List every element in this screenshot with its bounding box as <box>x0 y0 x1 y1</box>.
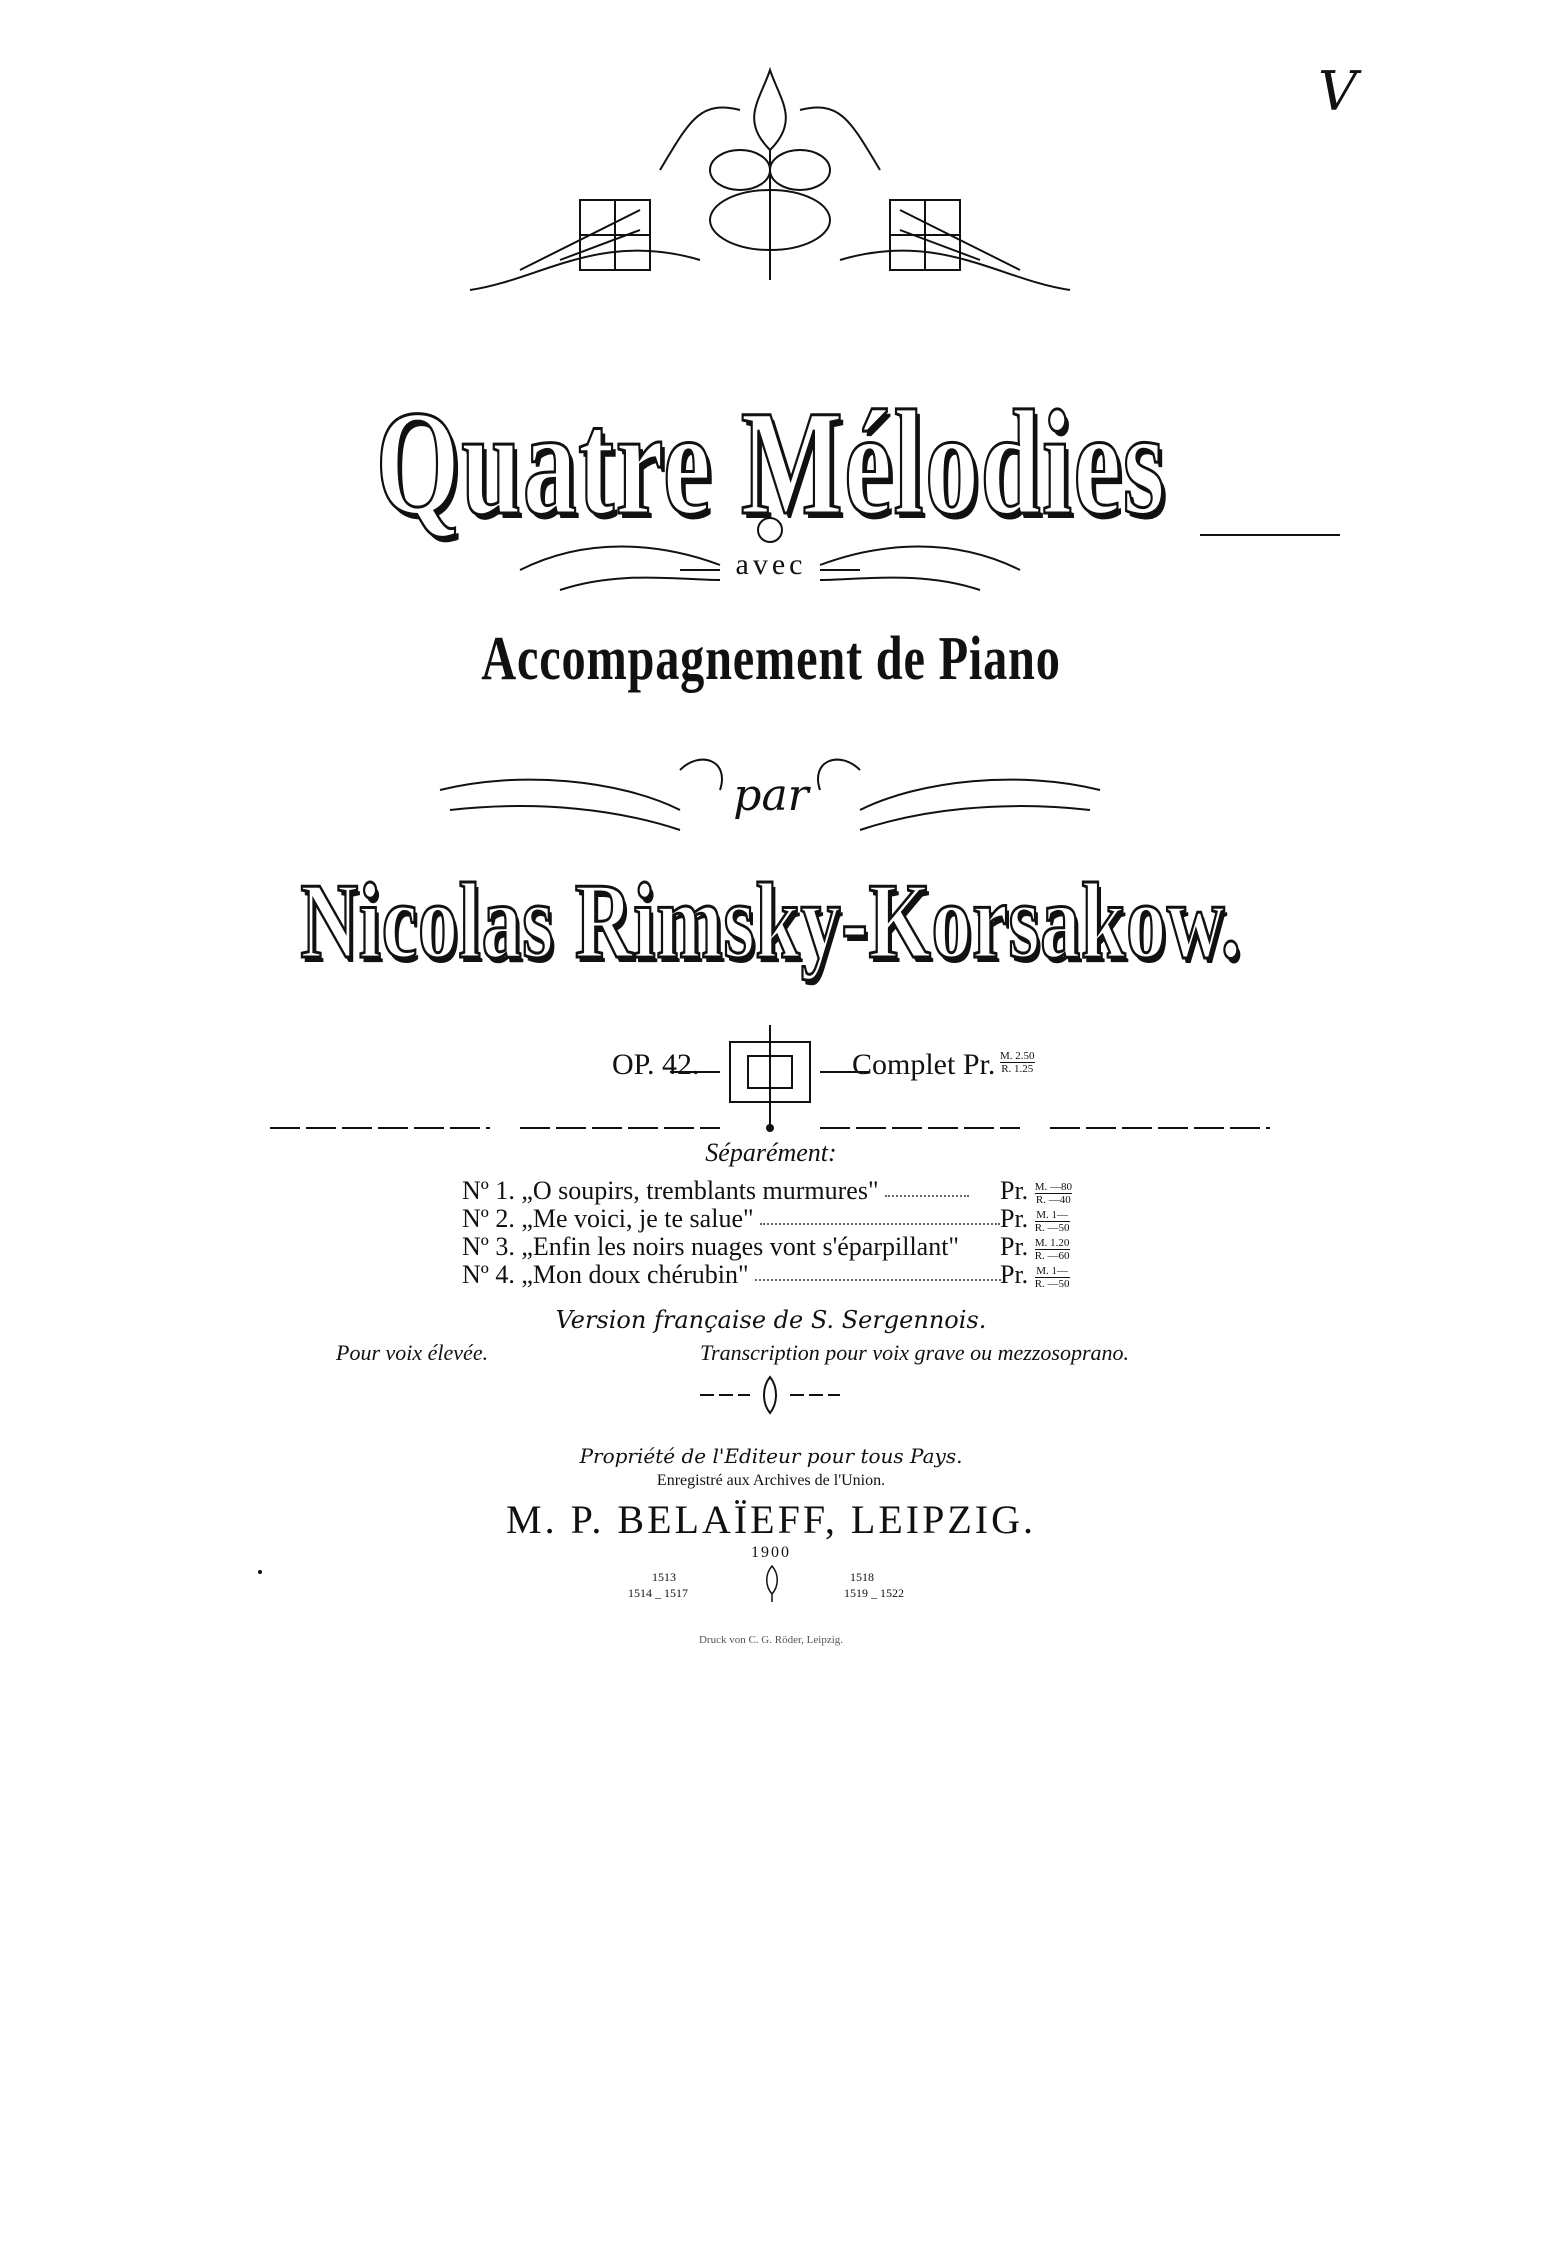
title: Quatre Mélodies <box>375 380 1167 546</box>
opus-label: OP. 42. <box>612 1048 700 1081</box>
property-notice: Propriété de l'Editeur pour tous Pays. <box>579 1444 963 1468</box>
translation-credit: Version française de S. Sergennois. <box>555 1306 987 1334</box>
song-row-4: Nº 4. „Mon doux chérubin" <box>462 1260 1005 1290</box>
plate-left-top: 1513 <box>652 1570 676 1584</box>
opus-ornament <box>660 1020 880 1130</box>
song-row-3: Nº 3. „Enfin les noirs nuages vont s'éparpillant" <box>462 1232 960 1261</box>
plate-right-top: 1518 <box>850 1570 874 1584</box>
avec-label: avec <box>735 548 807 581</box>
accompaniment-title: Accompagnement de Piano <box>481 625 1061 693</box>
song-row-1-price: Pr. $\frac{M. —80}{R. —40}$ <box>1000 1176 1072 1206</box>
complete-price: $\frac{M. 2.50}{R. 1.25}$ <box>1000 1050 1035 1075</box>
printer-credit: Druck von C. G. Röder, Leipzig. <box>698 1634 844 1646</box>
divider-line <box>270 1118 1270 1138</box>
voice-high-label: Pour voix élevée. <box>336 1340 489 1365</box>
small-ornament <box>700 1375 840 1415</box>
stray-dot <box>258 1570 262 1574</box>
year: 1900 <box>751 1544 791 1561</box>
plate-right-bottom: 1519 _ 1522 <box>844 1586 904 1600</box>
top-ornament <box>0 60 1542 320</box>
song-row-1: Nº 1. „O soupirs, tremblants murmures" <box>462 1176 969 1206</box>
par-label: par <box>733 770 809 821</box>
song-row-3-price: Pr. $\frac{M. 1.20}{R. —60}$ <box>1000 1232 1070 1262</box>
plate-ornament <box>757 1564 787 1604</box>
corner-mark: V <box>1318 60 1357 123</box>
plate-left-bottom: 1514 _ 1517 <box>628 1586 688 1600</box>
composer-name: Nicolas Rimsky-Korsakow. <box>300 862 1242 981</box>
separately-label: Séparément: <box>705 1138 837 1167</box>
song-row-2-price: Pr. $\frac{M. 1—}{R. —50}$ <box>1000 1204 1070 1234</box>
publisher-name: M. P. BELAÏEFF, LEIPZIG. <box>506 1497 1036 1542</box>
complete-price-label: Complet Pr. <box>852 1048 996 1081</box>
song-row-2: Nº 2. „Me voici, je te salue" <box>462 1204 1000 1234</box>
song-row-4-price: Pr. $\frac{M. 1—}{R. —50}$ <box>1000 1260 1070 1290</box>
registered-notice: Enregistré aux Archives de l'Union. <box>656 1472 886 1489</box>
voice-low-label: Transcription pour voix grave ou mezzosoprano. <box>700 1340 1129 1365</box>
